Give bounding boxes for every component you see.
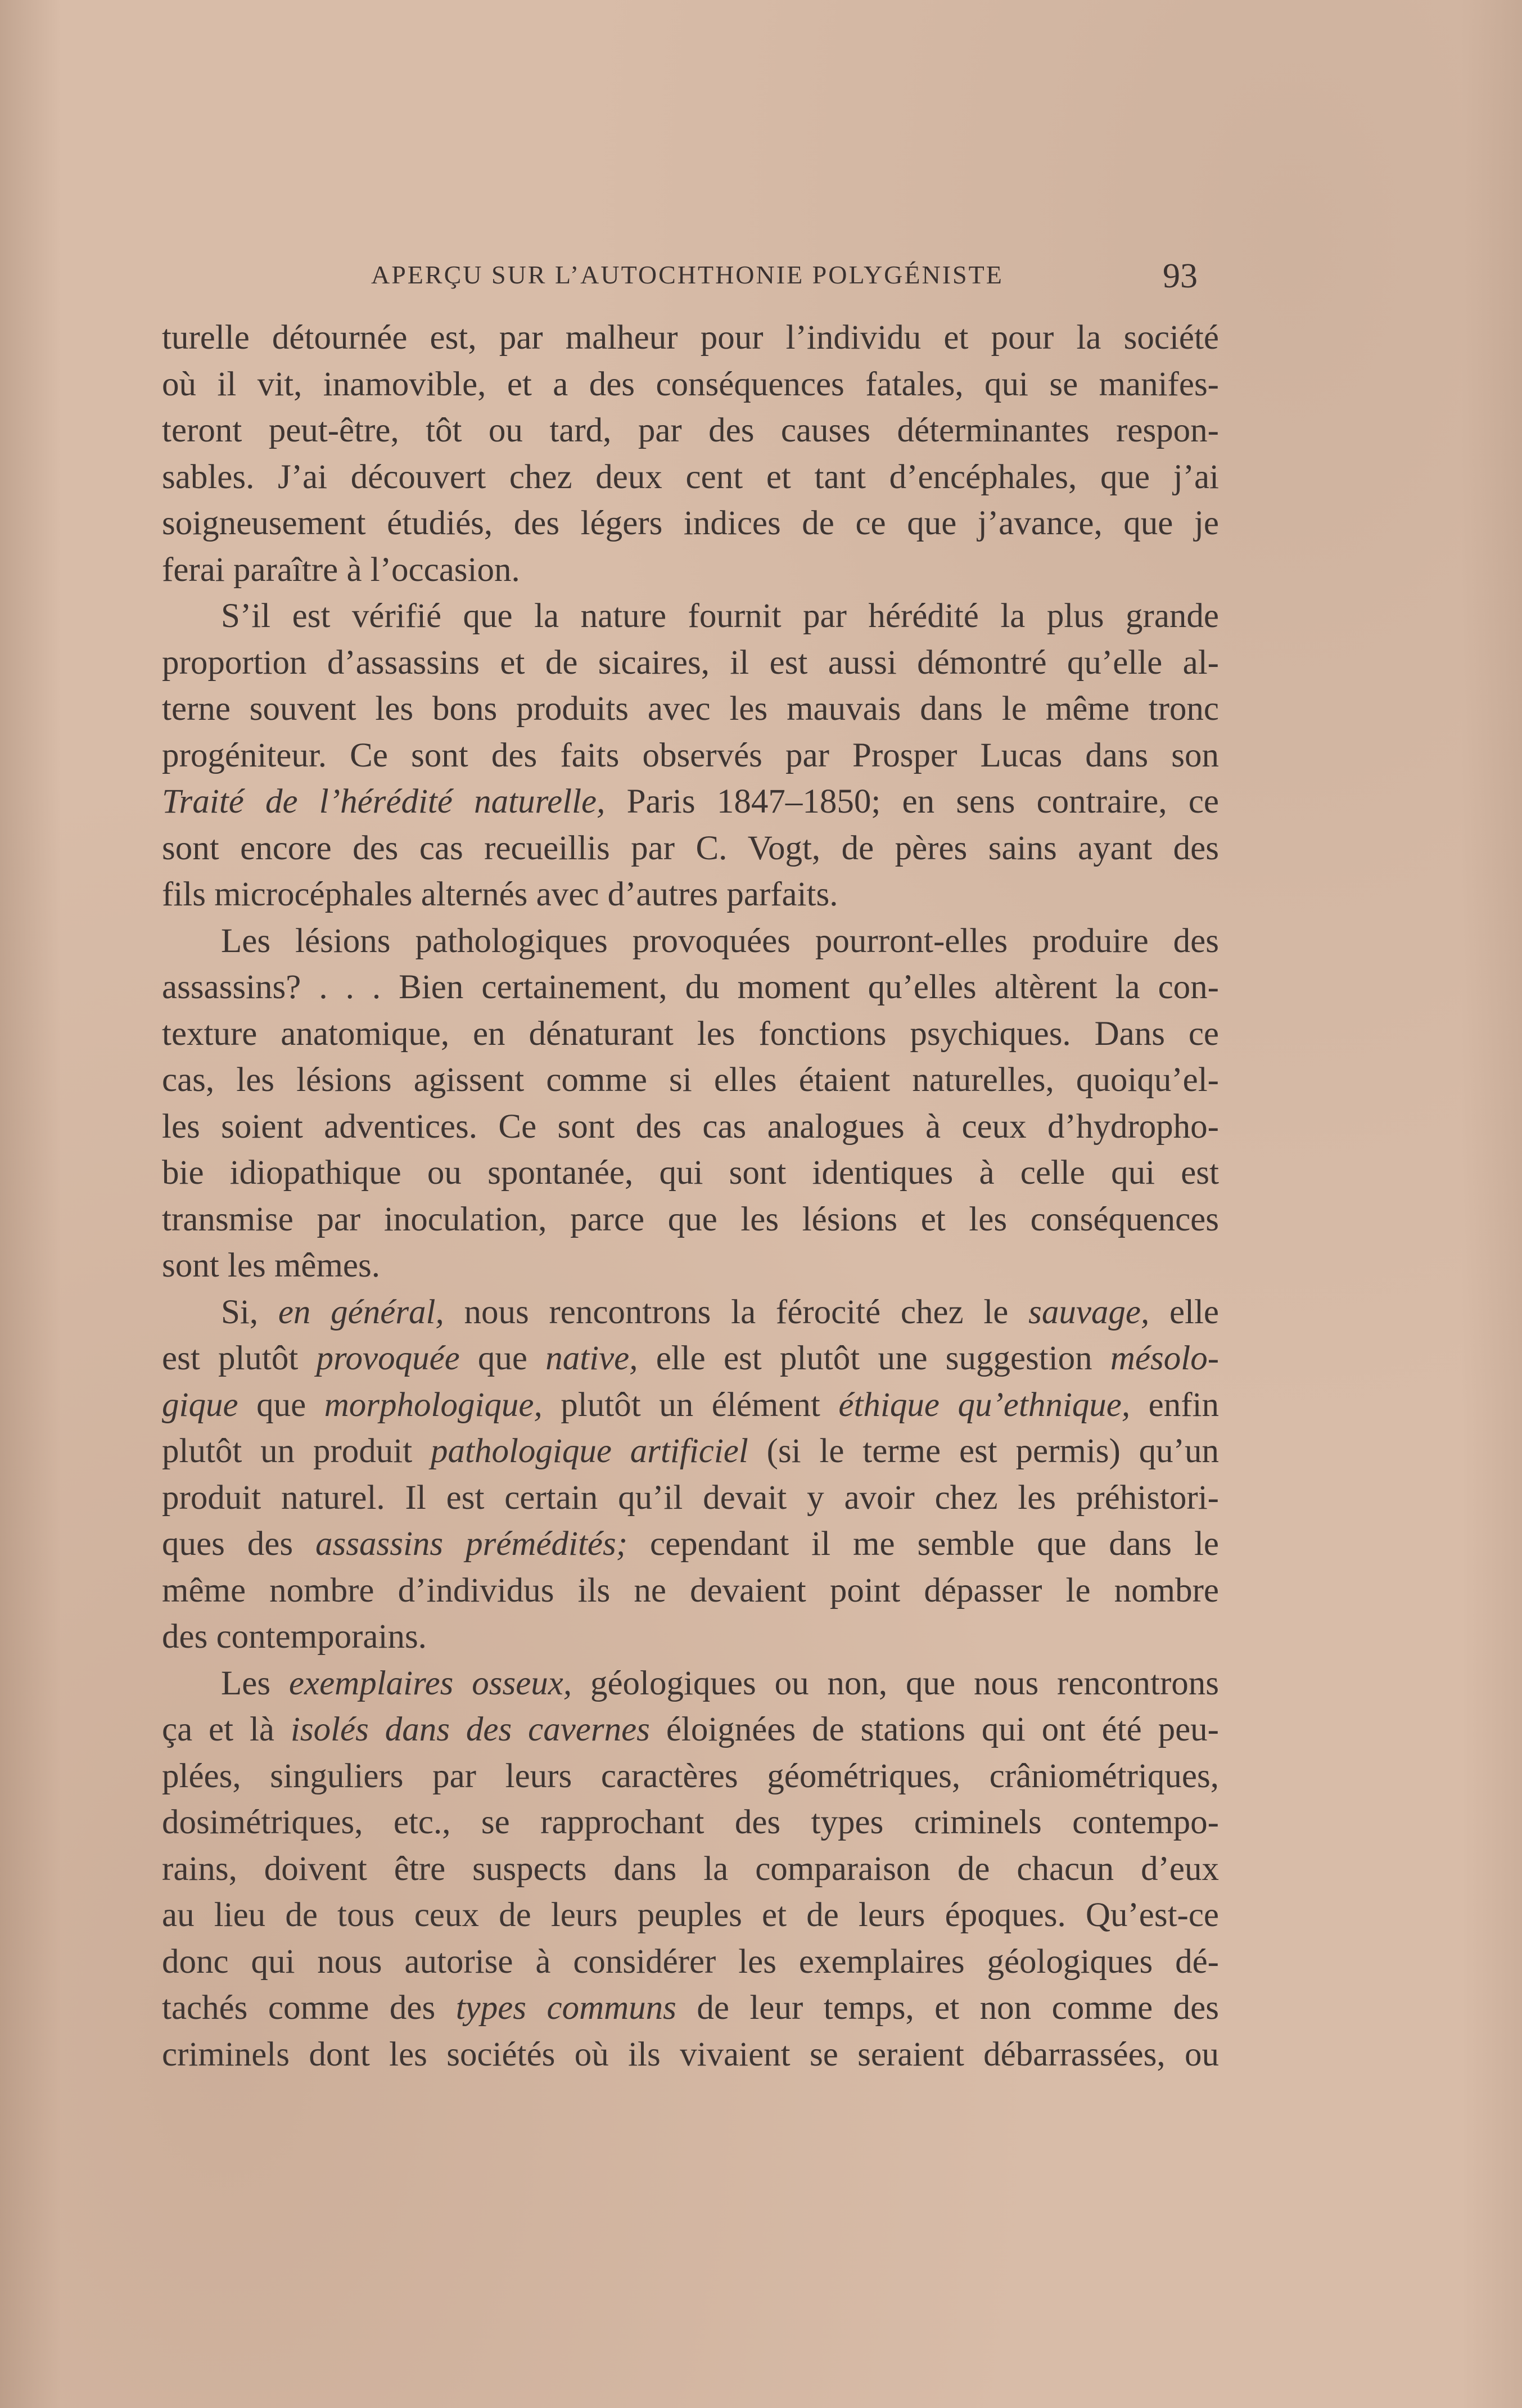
text-line — [162, 1939, 1219, 1986]
italic-text: assassins prémédités; — [315, 1525, 628, 1563]
text-segment: sables. J’ai découvert chez deux cent et tant d’encéphales, que j’ai — [162, 458, 1219, 496]
italic-text: types communs — [455, 1989, 676, 2027]
text-segment: progéniteur. Ce sont des faits observés par Prosper Lucas dans son — [162, 736, 1219, 774]
text-line — [162, 1382, 1219, 1429]
text-segment: nous rencontrons la férocité chez le — [444, 1293, 1029, 1331]
text-segment: (si le terme est permis) qu’un — [748, 1432, 1219, 1470]
text-line — [162, 547, 1219, 594]
text-segment: dosimétriques, etc., se rapprochant des types criminels contempo- — [162, 1803, 1219, 1841]
italic-text: sauvage, — [1028, 1293, 1150, 1331]
text-line — [162, 1057, 1219, 1104]
text-line — [162, 1475, 1219, 1522]
page-number: 93 — [1163, 257, 1198, 295]
text-segment: bie idiopathique ou spontanée, qui sont identiques à celle qui est — [162, 1154, 1219, 1192]
text-line — [162, 1336, 1219, 1382]
text-line — [162, 1197, 1219, 1243]
running-title: APERÇU SUR L’AUTOCHTHONIE POLYGÉNISTE — [371, 260, 1004, 289]
italic-text: exemplaires osseux, — [288, 1664, 572, 1702]
text-segment: ques des — [162, 1525, 316, 1563]
italic-text: mésolo- — [1110, 1340, 1220, 1377]
text-line — [162, 362, 1219, 408]
text-line — [162, 1661, 1219, 1707]
text-segment: terne souvent les bons produits avec les mauvais dans le même tronc — [162, 690, 1219, 728]
text-line — [162, 1104, 1219, 1151]
text-segment: ferai paraître à l’occasion. — [162, 551, 520, 589]
italic-text: native, — [545, 1340, 638, 1377]
text-segment: criminels dont les sociétés où ils vivaient se seraient débarrassées, ou — [162, 2035, 1219, 2073]
text-segment: plées, singuliers par leurs caractères géométriques, crâniométriques, — [162, 1757, 1219, 1795]
text-segment: assassins? . . . Bien certainement, du moment qu’elles altèrent la con- — [162, 968, 1219, 1006]
text-segment: ça et là — [162, 1711, 291, 1748]
text-segment: éloignées de stations qui ont été peu- — [649, 1711, 1219, 1748]
text-segment: proportion d’assassins et de sicaires, il est aussi démontré qu’elle al- — [162, 643, 1219, 682]
text-segment: Les — [221, 1664, 289, 1702]
text-line — [162, 640, 1219, 687]
text-segment: elle — [1149, 1293, 1219, 1331]
text-line — [162, 1150, 1219, 1197]
text-segment: enfin — [1130, 1386, 1220, 1424]
running-head — [163, 257, 1220, 299]
text-segment: elle est plutôt une suggestion — [638, 1340, 1110, 1377]
text-segment: turelle détournée est, par malheur pour l’individu et pour la société — [162, 319, 1219, 357]
italic-text: gique — [162, 1386, 238, 1424]
text-line — [162, 315, 1219, 362]
text-segment: que — [238, 1386, 324, 1424]
text-segment: donc qui nous autorise à considérer les exemplaires géologiques dé- — [162, 1942, 1219, 1981]
body-text — [162, 315, 1219, 2078]
text-line — [162, 2032, 1219, 2078]
text-segment: produit naturel. Il est certain qu’il devait y avoir chez les préhistori- — [162, 1478, 1219, 1517]
text-line — [162, 1011, 1219, 1058]
italic-text: éthique qu’ethnique, — [838, 1386, 1131, 1424]
text-segment: sont les mêmes. — [162, 1247, 380, 1284]
text-line — [162, 1892, 1219, 1939]
text-segment: cependant il me semble que dans le — [627, 1525, 1219, 1563]
text-segment: de leur temps, et non comme des — [676, 1989, 1219, 2027]
text-line — [162, 1521, 1219, 1568]
text-segment: texture anatomique, en dénaturant les fonctions psychiques. Dans ce — [162, 1014, 1219, 1053]
text-segment: soigneusement étudiés, des légers indices de ce que j’avance, que je — [162, 504, 1219, 542]
text-line — [162, 918, 1219, 965]
text-segment: cas, les lésions agissent comme si elles étaient naturelles, quoiqu’el- — [162, 1061, 1219, 1099]
text-segment: plutôt un élément — [542, 1386, 839, 1424]
text-line — [162, 1568, 1219, 1615]
text-segment: Si, — [221, 1293, 278, 1331]
text-line — [162, 593, 1219, 640]
text-line — [162, 1846, 1219, 1893]
italic-text: Traité de l’hérédité naturelle, — [162, 783, 606, 820]
text-line — [162, 872, 1219, 918]
text-segment: transmise par inoculation, parce que les lésions et les conséquences — [162, 1200, 1219, 1238]
text-segment: que — [459, 1340, 546, 1377]
italic-text: en général, — [278, 1293, 444, 1331]
text-segment: fils microcéphales alternés avec d’autres parfaits. — [162, 876, 838, 913]
text-segment: Paris 1847–1850; en sens contraire, ce — [605, 783, 1219, 820]
italic-text: pathologique artificiel — [431, 1432, 748, 1470]
italic-text: provoquée — [316, 1340, 460, 1377]
text-line — [162, 1614, 1219, 1661]
text-segment: S’il est vérifié que la nature fournit par hérédité la plus grande — [221, 597, 1219, 635]
text-line — [162, 1753, 1219, 1800]
text-line — [162, 733, 1219, 779]
text-segment: où il vit, inamovible, et a des conséquences fatales, qui se manifes- — [162, 365, 1219, 403]
text-segment: des contemporains. — [162, 1618, 427, 1656]
text-line — [162, 964, 1219, 1011]
text-line — [162, 500, 1219, 547]
text-line — [162, 826, 1219, 872]
text-segment: sont encore des cas recueillis par C. Vogt, de pères sains ayant des — [162, 829, 1219, 867]
text-segment: les soient adventices. Ce sont des cas analogues à ceux d’hydropho- — [162, 1107, 1219, 1146]
text-segment: teront peut-être, tôt ou tard, par des causes déterminantes respon- — [162, 412, 1219, 449]
text-line — [162, 454, 1219, 501]
text-segment: géologiques ou non, que nous rencontrons — [572, 1664, 1219, 1702]
text-segment: rains, doivent être suspects dans la comparaison de chacun d’eux — [162, 1850, 1219, 1888]
text-line — [162, 408, 1219, 454]
text-line — [162, 1800, 1219, 1846]
text-segment: Les lésions pathologiques provoquées pourront-elles produire des — [221, 922, 1219, 960]
text-segment: est plutôt — [162, 1340, 317, 1377]
text-line — [162, 1243, 1219, 1289]
text-segment: plutôt un produit — [162, 1432, 431, 1470]
text-line — [162, 1985, 1219, 2032]
italic-text: isolés dans des cavernes — [290, 1711, 650, 1748]
text-segment: au lieu de tous ceux de leurs peuples et de leurs époques. Qu’est-ce — [162, 1896, 1219, 1934]
text-segment: même nombre d’individus ils ne devaient point dépasser le nombre — [162, 1571, 1219, 1609]
text-line — [162, 1289, 1219, 1336]
text-line — [162, 1428, 1219, 1475]
text-line — [162, 1707, 1219, 1753]
text-line — [162, 779, 1219, 826]
text-line — [162, 686, 1219, 733]
italic-text: morphologique, — [324, 1386, 543, 1424]
text-segment: tachés comme des — [162, 1989, 456, 2027]
